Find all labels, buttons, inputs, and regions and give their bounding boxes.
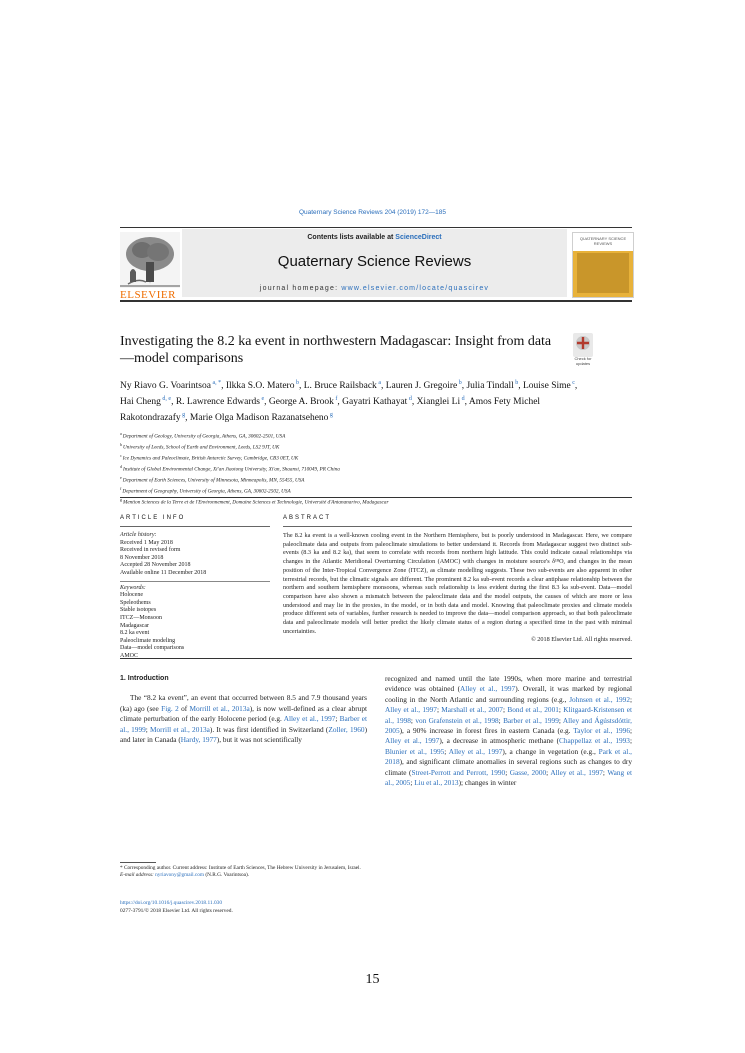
body-text: ), a change in vegetation (e.g., — [502, 746, 599, 756]
body-text: ; — [629, 694, 633, 704]
author-affiliation-marker[interactable]: g — [328, 411, 333, 418]
citation-link[interactable]: Liu et al., 2013 — [414, 778, 459, 788]
author-affiliation-marker[interactable]: e — [259, 395, 265, 402]
body-text: ; — [145, 724, 151, 734]
footnote — [120, 862, 367, 880]
issn-line: 0277-3791/© 2018 Elsevier Ltd. All rights reserved. — [120, 908, 233, 914]
body-text: ). Overall, it was marked by regional cooling in the North Atlantic and surrounding regions (e.g., — [385, 684, 632, 704]
citation-link[interactable]: Street-Perrott and Perrott, 1990 — [411, 767, 506, 777]
footnote-rule — [120, 862, 156, 863]
author-name[interactable]: Ny Riavo G. Voarintsoa — [120, 381, 211, 392]
body-text: ; — [410, 778, 415, 788]
author-affiliation-marker[interactable]: b — [294, 380, 299, 386]
keyword: AMOC — [120, 652, 139, 659]
affiliation: $^f$ Department of Geography, University of Georgia, Athens, GA, 30602-2502, USA — [120, 485, 291, 495]
body-text: ). It was first identified in Switzerland ( — [209, 724, 329, 734]
citation-link[interactable]: Wang et al., 2005 — [385, 767, 632, 788]
author-affiliation-marker[interactable]: d, e — [160, 395, 172, 402]
body-text: ); changes in winter — [458, 778, 517, 788]
body-text: ; — [444, 746, 449, 756]
page-number: 15 — [365, 972, 380, 987]
author-name[interactable]: Hai Cheng — [120, 397, 161, 408]
publisher-name: ELSEVIER — [120, 289, 176, 301]
body-text: ), a decrease in atmospheric methane ( — [439, 736, 560, 746]
citation-link[interactable]: Alley et al., 1997 — [460, 684, 516, 694]
crossmark-label: Check for updates — [574, 356, 592, 366]
history-entry: 8 November 2018 — [120, 554, 164, 561]
body-text: ; — [558, 705, 564, 715]
article-title: Investigating the 8.2 ka event in northwestern Madagascar: Insight from data—model comparisons — [120, 334, 552, 366]
intro-column-1 — [120, 674, 367, 745]
journal-cover-thumbnail — [572, 232, 634, 298]
body-text: ), and significant climate anomalies in several regions such as changes to dry climate ( — [385, 757, 632, 777]
intro-column-2 — [385, 674, 632, 788]
author-name[interactable]: Ilkka S.O. Matero — [225, 381, 295, 392]
citation-link[interactable]: Johnsen et al., 1992 — [569, 694, 630, 704]
citation-link[interactable]: Alley et al., 1997 — [550, 767, 603, 777]
abstract-copyright: © 2018 Elsevier Ltd. All rights reserved. — [531, 636, 632, 644]
contents-line: Contents lists available at ScienceDirect — [307, 234, 442, 241]
article-info-rule — [120, 526, 270, 527]
author-affiliation-marker[interactable]: d — [407, 395, 412, 402]
citation-link[interactable]: Barber et al., 1999 — [503, 715, 559, 725]
author-list: Ny Riavo G. Voarintsoa $^{a, *}$, Ilkka S.O. Matero $^b$, L. Bruce Railsback $^a$, Lauren J. Gregoire $^b$, Julia Tindall $^b$, Louise Sime $^c$, Hai Cheng $^{d, e}$, R. Lawrence Edwards $^e$, George A. Brook $^f$, Gayatri Kathayat $^d$, Xianglei Li $^d$, Amos Fety Michel Rakotondrazafy $^g$, Marie Olga Madison Razanatseheno $^g$ — [120, 380, 578, 424]
author-affiliation-marker[interactable]: a, * — [210, 380, 222, 386]
history-entry: Available online 11 December 2018 — [120, 569, 207, 576]
author-name[interactable]: George A. Brook — [268, 397, 334, 408]
body-text: ; — [502, 705, 508, 715]
abstract-bottom-rule — [120, 658, 632, 659]
homepage-link[interactable]: www.elsevier.com/locate/quascirev — [341, 285, 490, 292]
citation-link[interactable]: Alley et al., 1997 — [385, 736, 440, 746]
article-info-divider — [120, 581, 270, 582]
author-affiliation-marker[interactable]: b — [457, 380, 462, 386]
affiliation-list — [120, 430, 632, 507]
citation-link[interactable]: Morrill et al., 2013a — [189, 703, 250, 713]
header-bottom-rule — [120, 300, 632, 302]
sciencedirect-link[interactable]: ScienceDirect — [395, 234, 442, 241]
header-top-rule — [120, 227, 632, 228]
keyword: Madagascar — [120, 622, 149, 629]
citation-link[interactable]: Marshall et al., 2007 — [441, 705, 503, 715]
citation-link[interactable]: Bond et al., 2001 — [507, 705, 559, 715]
affiliation: $^g$ Mention Sciences de la Terre et de l'Environnement, Domaine Sciences et Technologie, Université d'Antananarivo, Madagascar — [120, 496, 389, 506]
keyword: Holocene — [120, 592, 143, 599]
citation-link[interactable]: Alley et al., 1997 — [385, 705, 437, 715]
author-name[interactable]: Amos Fety Michel Rakotondrazafy — [120, 397, 541, 424]
abstract-rule — [283, 526, 632, 527]
author-affiliation-marker[interactable]: f — [333, 395, 338, 402]
article-info-label: ARTICLE INFO — [120, 515, 186, 521]
author-name[interactable]: Gayatri Kathayat — [342, 397, 408, 408]
author-affiliation-marker[interactable]: g — [180, 411, 186, 418]
affiliation: $^b$ University of Leeds, School of Earth and Environment, Leeds, LS2 9JT, UK — [120, 441, 280, 451]
history-entry: Received 1 May 2018 — [120, 539, 173, 546]
body-text: ; — [335, 714, 340, 724]
history-entry: Accepted 28 November 2018 — [120, 562, 191, 569]
body-text: ), a 90% increase in forest fires in eastern Canada (e.g. — [399, 726, 574, 736]
abstract-text: The 8.2 ka event is a well-known cooling event in the Northern Hemisphere, but is poorly understood in Madagascar. Here, we compare paleoclimate data and outputs from paleoclimate simulations to better understand it. Records from Madagascar suggest two distinct sub-events (8.3 ka and 8.2 ka), that seem to correlate with records from northern high latitude. This could indicate causal relationships via changes in the Atlantic Meridional Overturning Circulation (AMOC) with changes in moisture source's δ¹⁸O, and changes in the mean position of the Inter-Tropical Convergence Zone (ITCZ), as climate modelling suggests. These two sub-events are also apparent in other terrestrial records, but the climatic signals are different. The prominent 8.2 ka sub-event records a clear antiphase relationship between the northern and southern hemisphere monsoons, whereas such relationship is less evident during the first 8.3 ka sub-event. Data—model comparison have also shown a mismatch between the paleoclimate data and the model outputs, the causes of which are more or less understood and may lie in the proxies, in the model, or in both data and model. Knowing that paleoclimate proxies and climate models produce different sets of variables, further research is needed to improve the data—model comparison approach, so that both paleoclimate data and paleoclimate models will better predict the likely climate status of a region during a specified time in the past with minimal uncertainties. — [283, 532, 632, 635]
journal-homepage: journal homepage: www.elsevier.com/locate/quascirev — [259, 285, 490, 292]
body-text: ; — [629, 726, 632, 736]
affiliation: $^e$ Department of Earth Sciences, University of Minnesota, Minneapolis, MN, 55455, USA — [120, 474, 305, 484]
body-text: ; — [498, 715, 504, 725]
journal-reference[interactable]: Quaternary Science Reviews 204 (2019) 172—185 — [298, 209, 447, 216]
author-name[interactable]: Lauren J. Gregoire — [385, 381, 458, 392]
keyword: Paleoclimate modeling — [120, 637, 176, 644]
citation-link[interactable]: Blunier et al., 1995 — [385, 746, 445, 756]
history-list — [120, 540, 270, 578]
citation-link[interactable]: Klitgaard-Kristensen et al., 1998 — [385, 705, 633, 725]
body-text: The “8.2 ka event”, an event that occurred between 8.5 and 7.9 thousand years (ka) ago (see — [120, 693, 367, 713]
author-affiliation-marker[interactable]: d — [460, 395, 465, 402]
body-text: ), but it was not scientifically — [216, 735, 302, 745]
keywords-label: Keywords: — [120, 584, 146, 591]
body-text: ; — [602, 767, 608, 777]
citation-link[interactable]: Alley and Ágústsdóttir, 2005 — [385, 715, 633, 736]
affiliation: $^c$ Ice Dynamics and Paleoclimate, British Antarctic Survey, Cambridge, CB3 0ET, UK — [120, 452, 299, 462]
cover-label: QUATERNARY SCIENCE REVIEWS — [573, 233, 633, 251]
body-text: ; — [629, 736, 632, 746]
keyword: Speleothems — [120, 599, 151, 606]
author-name[interactable]: Marie Olga Madison Razanatseheno — [189, 413, 329, 424]
body-text: of — [178, 703, 190, 713]
body-text: ; — [505, 767, 510, 777]
abstract-label: ABSTRACT — [283, 515, 332, 521]
body-text: ; — [410, 715, 416, 725]
email-line: E-mail address: nyriavony@gmail.com (N.R.G. Voarintsoa). — [120, 872, 250, 879]
author-affiliation-marker[interactable]: c — [570, 380, 575, 386]
author-name[interactable]: Louise Sime — [522, 381, 571, 392]
citation-link[interactable]: Chappellaz et al., 1993 — [559, 736, 630, 746]
keyword: Data—model comparisons — [120, 645, 185, 652]
affiliation: $^a$ Department of Geology, University of Georgia, Athens, GA, 30602-2501, USA — [120, 431, 286, 440]
journal-title: Quaternary Science Reviews — [277, 253, 472, 270]
intro-paragraph-1 — [120, 693, 367, 745]
email-link[interactable]: nyriavony@gmail.com — [155, 872, 204, 879]
author-affiliation-marker[interactable]: a — [376, 380, 381, 386]
body-text: ; — [546, 767, 551, 777]
citation-link[interactable]: von Grafenstein et al., 1998 — [415, 715, 499, 725]
abstract — [283, 532, 632, 645]
article-info — [120, 532, 270, 661]
citation-link[interactable]: Alley et al., 1997 — [283, 714, 336, 724]
history-entry: Received in revised form — [120, 547, 181, 554]
author-name[interactable]: L. Bruce Railsback — [303, 381, 377, 392]
citation-link[interactable]: Zoller, 1960 — [328, 724, 365, 734]
body-text: recognized and named until the late 1990s, when more marine and terrestrial evidence was obtained ( — [385, 674, 632, 694]
affil-divider — [120, 497, 632, 498]
citation-link[interactable]: Gasse, 2000 — [509, 767, 547, 777]
body-text: ; — [436, 705, 442, 715]
body-text: ), is now well-defined as a clear abrupt climate perturbation of the early Holocene period (e.g. — [120, 703, 367, 724]
citation-link[interactable]: Barber et al., 1999 — [120, 714, 367, 734]
keyword-list — [120, 592, 270, 660]
citation-link[interactable]: Park et al., 2018 — [385, 746, 632, 767]
author-name[interactable]: R. Lawrence Edwards — [175, 397, 260, 408]
author-name[interactable]: Julia Tindall — [466, 381, 514, 392]
cover-image — [577, 253, 629, 293]
author-name[interactable]: Xianglei Li — [416, 397, 461, 408]
doi-link[interactable]: https://doi.org/10.1016/j.quascirev.2018.11.030 — [120, 900, 223, 906]
corresponding-author-note: * Corresponding author. Current address: Institute of Earth Sciences, The Hebrew University in Jerusalem, Israel. — [120, 865, 361, 871]
keyword: ITCZ—Monsoon — [120, 614, 162, 621]
history-label: Article history: — [120, 532, 157, 538]
keyword: 8.2 ka event — [120, 630, 150, 637]
keyword: Stable isotopes — [120, 607, 157, 614]
citation-link[interactable]: Alley et al., 1997 — [448, 746, 503, 756]
body-text: ; — [558, 715, 563, 725]
body-text: ) and later in Canada ( — [120, 724, 367, 745]
crossmark-icon[interactable] — [573, 333, 593, 357]
citation-link[interactable]: Taylor et al., 1996 — [573, 726, 630, 736]
doi-block — [120, 899, 367, 915]
citation-link[interactable]: Morrill et al., 2013a — [150, 724, 210, 734]
intro-paragraph-2 — [385, 674, 632, 788]
intro-heading: 1. Introduction — [120, 675, 169, 682]
citation-link[interactable]: Fig. 2 — [161, 703, 179, 713]
citation-link[interactable]: Hardy, 1977 — [180, 735, 217, 745]
affiliation: $^d$ Institute of Global Environmental Change, Xi'an Jiaotong University, Xi'an, Shaanxi, 710049, PR China — [120, 463, 340, 473]
author-affiliation-marker[interactable]: b — [513, 380, 519, 386]
